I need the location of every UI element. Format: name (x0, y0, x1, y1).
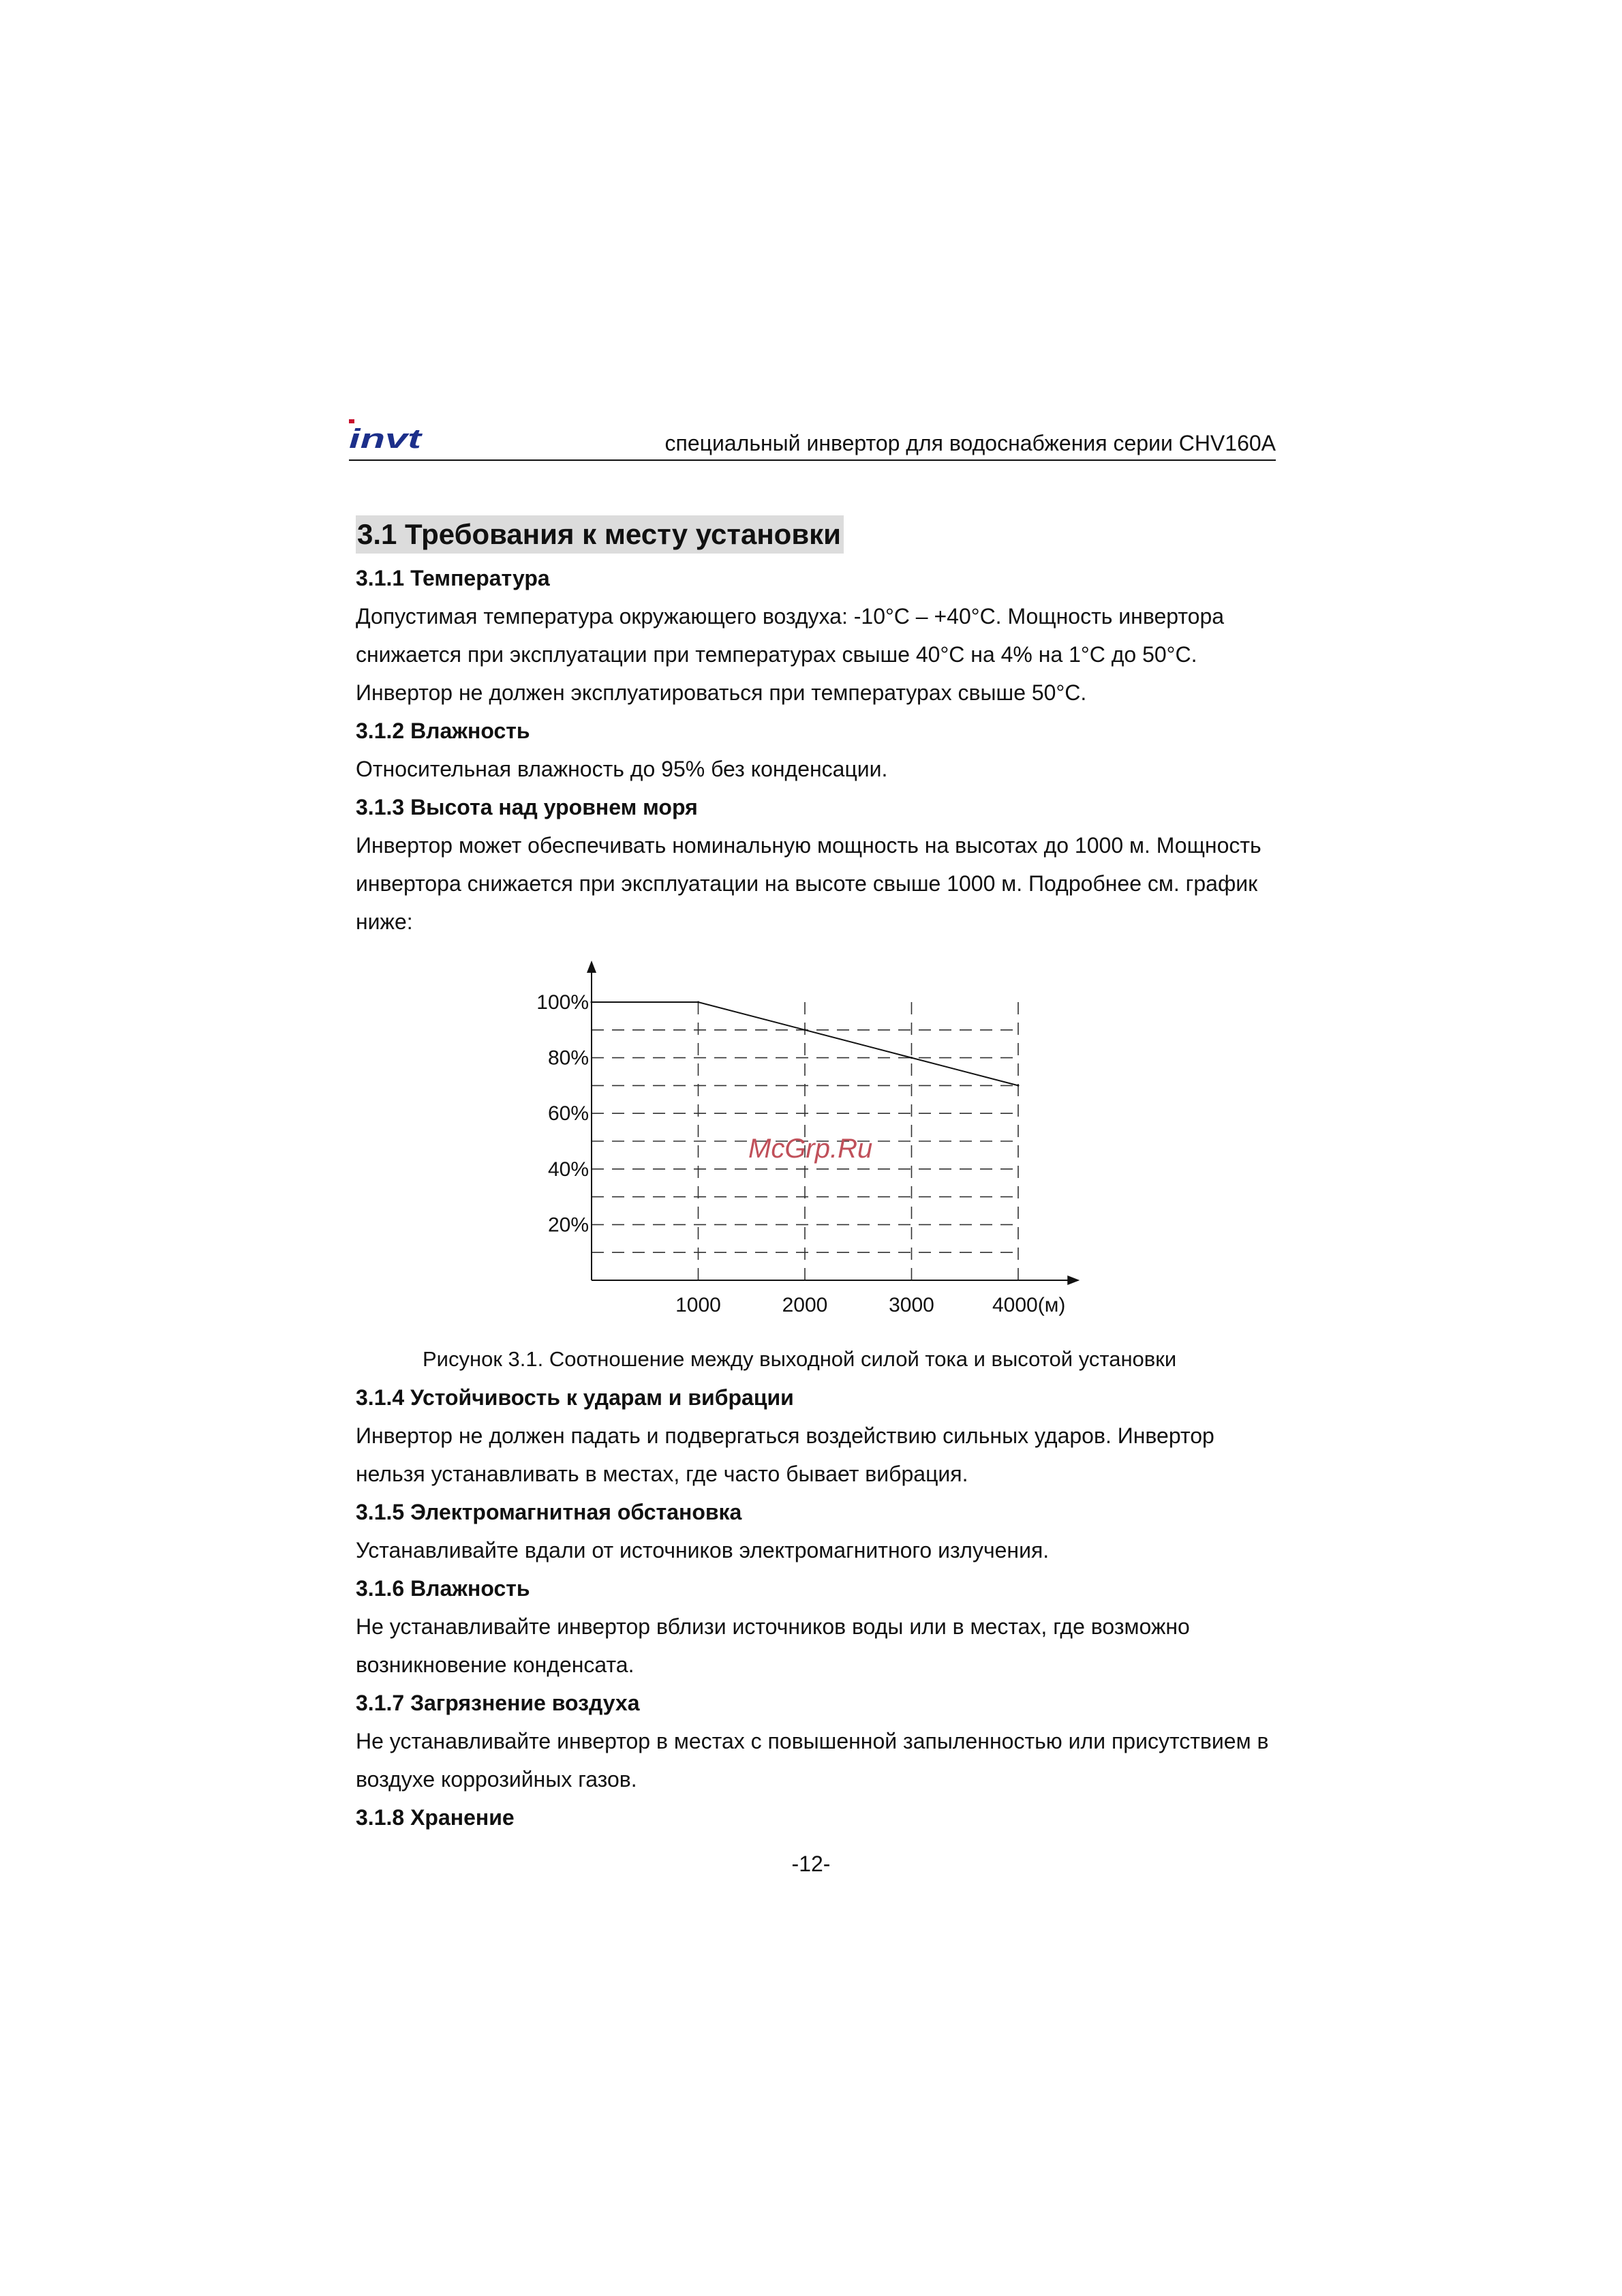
x-tick-label: 1000 (675, 1294, 721, 1316)
paragraph-line: Относительная влажность до 95% без конденсации. (356, 757, 888, 781)
paragraph-line: Устанавливайте вдали от источников электромагнитного излучения. (356, 1538, 1050, 1562)
paragraph-line: инвертора снижается при эксплуатации на высоте свыше 1000 м. Подробнее см. график (356, 871, 1258, 896)
header-divider (349, 459, 1276, 461)
y-tick-label: 60% (547, 1102, 589, 1126)
x-tick-label: 4000(м) (992, 1294, 1066, 1316)
paragraph-line: Инвертор не должен падать и подвергаться воздействию сильных ударов. Инвертор (356, 1423, 1214, 1448)
paragraph-line: воздухе коррозийных газов. (356, 1767, 637, 1792)
paragraph-line: возникновение конденсата. (356, 1652, 634, 1677)
paragraph-line: Не устанавливайте инвертор в местах с повышенной запыленностью или присутствием в (356, 1729, 1269, 1753)
invt-logo (349, 419, 424, 453)
subsection-title-moisture: 3.1.6 Влажность (356, 1576, 530, 1601)
logo-text: invt (349, 424, 423, 453)
subsection-title-emc: 3.1.5 Электромагнитная обстановка (356, 1500, 742, 1524)
paragraph-line: снижается при эксплуатации при температурах свыше 40°C на 4% на 1°C до 50°C. (356, 642, 1197, 667)
paragraph-line: Инвертор может обеспечивать номинальную мощность на высотах до 1000 м. Мощность (356, 833, 1261, 858)
y-tick-label: 100% (536, 991, 589, 1014)
subsection-title-storage: 3.1.8 Хранение (356, 1805, 515, 1830)
series-point (804, 1029, 806, 1031)
section-title: 3.1 Требования к месту установки (356, 515, 844, 554)
paragraph-line: нельзя устанавливать в местах, где часто бывает вибрация. (356, 1462, 968, 1486)
y-tick-label: 80% (547, 1046, 589, 1070)
page-content (356, 515, 1274, 1837)
figure-caption: Рисунок 3.1. Соотношение между выходной силой тока и высотой установки (423, 1347, 1177, 1371)
watermark-text: McGrp.Ru (748, 1134, 873, 1164)
derating-chart (356, 941, 1274, 1336)
series-point (697, 1001, 699, 1003)
y-axis-arrow (587, 961, 596, 973)
subsection-title-shock: 3.1.4 Устойчивость к ударам и вибрации (356, 1385, 794, 1410)
paragraph-line: Не устанавливайте инвертор вблизи источников воды или в местах, где возможно (356, 1614, 1190, 1639)
paragraph-line: ниже: (356, 909, 413, 934)
x-tick-label: 2000 (782, 1294, 828, 1316)
subsection-title-altitude: 3.1.3 Высота над уровнем моря (356, 795, 698, 819)
series-point (911, 1057, 913, 1059)
subsection-title-pollution: 3.1.7 Загрязнение воздуха (356, 1691, 640, 1715)
x-axis-arrow (1067, 1275, 1080, 1285)
y-tick-label: 20% (547, 1213, 589, 1237)
header-title: специальный инвертор для водоснабжения серии CHV160A (664, 431, 1276, 455)
x-tick-label: 3000 (889, 1294, 934, 1316)
subsection-title-humidity: 3.1.2 Влажность (356, 719, 530, 743)
page-number: -12- (791, 1852, 831, 1876)
derating-figure (356, 941, 1274, 1336)
y-tick-label: 40% (547, 1158, 589, 1181)
series-point (591, 1001, 593, 1003)
subsection-title-temperature: 3.1.1 Температура (356, 566, 550, 590)
series-point (1017, 1085, 1020, 1087)
paragraph-line: Инвертор не должен эксплуатироваться при температурах свыше 50°C. (356, 680, 1087, 705)
paragraph-line: Допустимая температура окружающего воздуха: -10°C – +40°C. Мощность инвертора (356, 604, 1225, 629)
